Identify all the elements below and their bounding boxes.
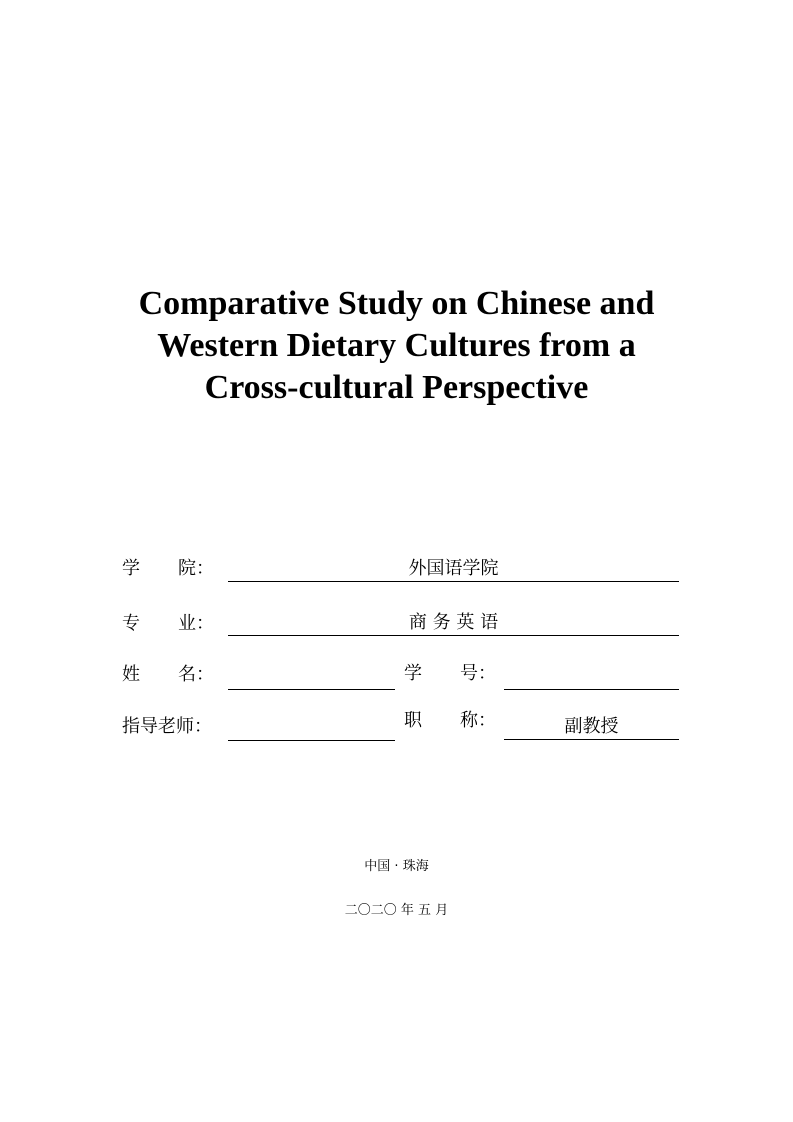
title-line-1: Comparative Study on Chinese and <box>138 285 655 322</box>
student-id-field[interactable] <box>504 665 679 690</box>
student-id-label-part-2: 号： <box>460 663 496 684</box>
name-label-part-2: 名： <box>178 664 214 685</box>
student-id-label <box>404 662 496 686</box>
thesis-title <box>80 283 713 409</box>
student-id-label-part-1: 学 <box>404 663 422 684</box>
advisor-title-field[interactable]: 副教授 <box>504 715 679 740</box>
college-field[interactable]: 外国语学院 <box>228 557 679 582</box>
college-label <box>122 557 214 581</box>
advisor-title-label <box>404 709 496 733</box>
title-line-3: Cross-cultural Perspective <box>204 369 589 406</box>
college-label-part-1: 学 <box>122 558 140 579</box>
major-label <box>122 612 214 636</box>
location: 中国 · 珠海 <box>364 859 429 874</box>
advisor-field[interactable] <box>228 716 395 741</box>
name-label-part-1: 姓 <box>122 664 140 685</box>
title-line-2: Western Dietary Cultures from a <box>157 327 636 364</box>
major-field[interactable]: 商 务 英 语 <box>228 611 679 636</box>
advisor-title-label-part-1: 职 <box>404 710 422 731</box>
advisor-title-label-part-2: 称： <box>460 710 496 731</box>
college-label-part-2: 院： <box>178 558 214 579</box>
major-label-part-2: 业： <box>178 613 214 634</box>
date: 二〇二〇 年 五 月 <box>344 903 449 918</box>
name-field[interactable] <box>228 665 395 690</box>
major-label-part-1: 专 <box>122 613 140 634</box>
advisor-label: 指导老师： <box>122 716 212 737</box>
name-label <box>122 663 214 687</box>
